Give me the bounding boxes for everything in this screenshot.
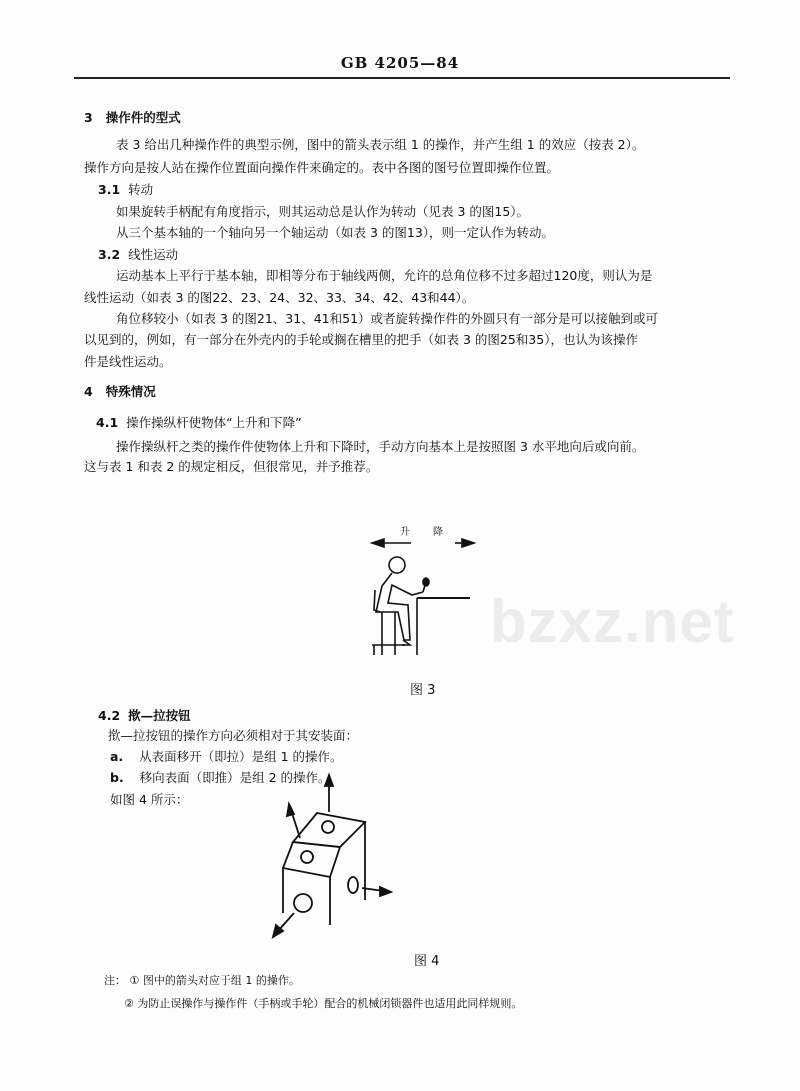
paragraph: 件是线性运动。 [84, 354, 172, 369]
figure-4-caption: 图 4 [414, 954, 440, 969]
section-4-heading: 4 特殊情况 [84, 384, 156, 399]
section-3-heading: 3 操作件的型式 [84, 110, 181, 125]
note-1: 注： ① 图中的箭头对应于组 1 的操作。 [104, 974, 300, 987]
paragraph: 如果旋转手柄配有角度指示，则其运动总是认作为转动（见表 3 的图15）。 [116, 204, 530, 219]
figure-4-drawing [273, 775, 391, 937]
paragraph: 从三个基本轴的一个轴向另一个轴运动（如表 3 的图13），则一定认作为转动。 [116, 225, 555, 240]
paragraph: 角位移较小（如表 3 的图21、31、41和51）或者旋转操作件的外圆只有一部分是可以接触到或可 [116, 311, 659, 326]
paragraph: 线性运动（如表 3 的图22、23、24、32、33、34、42、43和44）。 [84, 290, 475, 305]
section-3-1-heading: 3.1 转动 [98, 182, 154, 197]
figure-3-up-label: 升 [400, 527, 410, 538]
paragraph: 操作操纵杆之类的操作件使物体上升和下降时，手动方向基本上是按照图 3 水平地向后或向前。 [116, 439, 645, 454]
paragraph: 表 3 给出几种操作件的典型示例，图中的箭头表示组 1 的操作，并产生组 1 的效应（按表 2）。 [116, 137, 645, 152]
section-3-2-heading: 3.2 线性运动 [98, 247, 179, 262]
paragraph: 运动基本上平行于基本轴，即相等分布于轴线两侧，允许的总角位移不过多超过120度，则认为是 [116, 268, 653, 283]
paragraph: 如图 4 所示： [110, 792, 189, 807]
paragraph: 操作方向是按人站在操作位置面向操作件来确定的。表中各图的图号位置即操作位置。 [84, 160, 560, 175]
section-4-1-heading: 4.1 操作操纵杆使物体“上升和下降” [96, 415, 302, 430]
note-2: ② 为防止误操作与操作件（手柄或手轮）配合的机械闭锁器件也适用此同样规则。 [124, 997, 523, 1010]
paragraph: 以见到的，例如，有一部分在外壳内的手轮或搁在槽里的把手（如表 3 的图25和35），也认为该操作 [84, 332, 638, 347]
paragraph: 这与表 1 和表 2 的规定相反，但很常见，并予推荐。 [84, 459, 379, 474]
page-header: GB 4205—84 [340, 54, 460, 72]
figure-3-down-label: 降 [433, 527, 443, 538]
paragraph: 揿—拉按钮的操作方向必须相对于其安装面： [108, 728, 359, 743]
figure-3-drawing [372, 539, 474, 655]
list-item: a. 从表面移开（即拉）是组 1 的操作。 [110, 749, 343, 764]
list-item: b. 移向表面（即推）是组 2 的操作。 [110, 770, 331, 785]
figure-3-caption: 图 3 [410, 683, 436, 698]
watermark: bzxz.net [490, 588, 735, 655]
section-4-2-heading: 4.2 揿—拉按钮 [98, 708, 191, 723]
